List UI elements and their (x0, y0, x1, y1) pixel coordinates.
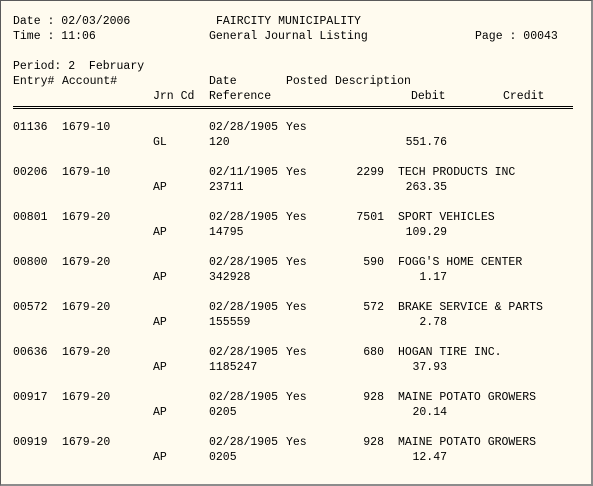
vendor-number: 7501 (356, 211, 384, 224)
entry-date: 02/28/1905 (209, 211, 279, 224)
entry-date: 02/11/1905 (209, 166, 279, 179)
header-separator (13, 106, 573, 109)
entry-number: 00572 (13, 301, 48, 314)
posted-flag: Yes (286, 436, 307, 449)
reference-number: 120 (209, 136, 230, 149)
posted-flag: Yes (286, 211, 307, 224)
report-title: General Journal Listing (209, 30, 368, 43)
reference-number: 1185247 (209, 361, 258, 374)
entry-description: BRAKE SERVICE & PARTS (398, 301, 543, 314)
posted-flag: Yes (286, 301, 307, 314)
organization-name: FAIRCITY MUNICIPALITY (216, 15, 361, 28)
col-account: Account# (62, 75, 118, 88)
debit-amount: 2.78 (419, 316, 447, 329)
posted-flag: Yes (286, 121, 307, 134)
posted-flag: Yes (286, 256, 307, 269)
page-number: Page : 00043 (475, 30, 558, 43)
reference-number: 155559 (209, 316, 251, 329)
account-number: 1679-20 (62, 301, 111, 314)
journal-code: AP (153, 271, 167, 284)
posted-flag: Yes (286, 391, 307, 404)
vendor-number: 928 (363, 436, 384, 449)
entry-description: MAINE POTATO GROWERS (398, 391, 537, 404)
entry-description: SPORT VEHICLES (398, 211, 495, 224)
entry-description: HOGAN TIRE INC. (398, 346, 502, 359)
entry-description: TECH PRODUCTS INC (398, 166, 516, 179)
entry-description: MAINE POTATO GROWERS (398, 436, 537, 449)
account-number: 1679-10 (62, 166, 111, 179)
journal-code: AP (153, 226, 167, 239)
col-credit: Credit (503, 90, 545, 103)
col-posted: Posted (286, 75, 328, 88)
reference-number: 0205 (209, 406, 237, 419)
debit-amount: 37.93 (412, 361, 447, 374)
entry-date: 02/28/1905 (209, 436, 279, 449)
account-number: 1679-20 (62, 346, 111, 359)
period-label: Period: 2 February (13, 60, 145, 73)
entry-number: 00917 (13, 391, 48, 404)
entry-number: 01136 (13, 121, 48, 134)
col-jrn-cd: Jrn Cd (153, 90, 195, 103)
reference-number: 342928 (209, 271, 251, 284)
journal-code: AP (153, 406, 167, 419)
debit-amount: 1.17 (419, 271, 447, 284)
account-number: 1679-20 (62, 256, 111, 269)
col-reference: Reference (209, 90, 272, 103)
entry-date: 02/28/1905 (209, 301, 279, 314)
journal-code: AP (153, 361, 167, 374)
entry-number: 00801 (13, 211, 48, 224)
debit-amount: 551.76 (405, 136, 447, 149)
vendor-number: 590 (363, 256, 384, 269)
journal-code: AP (153, 316, 167, 329)
debit-amount: 20.14 (412, 406, 447, 419)
journal-code: GL (153, 136, 167, 149)
debit-amount: 109.29 (405, 226, 447, 239)
entry-number: 00636 (13, 346, 48, 359)
col-debit: Debit (411, 90, 446, 103)
entry-date: 02/28/1905 (209, 256, 279, 269)
entry-date: 02/28/1905 (209, 121, 279, 134)
reference-number: 0205 (209, 451, 237, 464)
report-time: Time : 11:06 (13, 30, 96, 43)
account-number: 1679-10 (62, 121, 111, 134)
entry-description: FOGG'S HOME CENTER (398, 256, 523, 269)
vendor-number: 680 (363, 346, 384, 359)
reference-number: 14795 (209, 226, 244, 239)
posted-flag: Yes (286, 346, 307, 359)
col-entry: Entry# (13, 75, 55, 88)
account-number: 1679-20 (62, 436, 111, 449)
vendor-number: 572 (363, 301, 384, 314)
debit-amount: 12.47 (412, 451, 447, 464)
entry-number: 00800 (13, 256, 48, 269)
account-number: 1679-20 (62, 391, 111, 404)
posted-flag: Yes (286, 166, 307, 179)
entry-number: 00206 (13, 166, 48, 179)
reference-number: 23711 (209, 181, 244, 194)
col-date: Date (209, 75, 237, 88)
debit-amount: 263.35 (405, 181, 447, 194)
journal-code: AP (153, 181, 167, 194)
entry-date: 02/28/1905 (209, 391, 279, 404)
account-number: 1679-20 (62, 211, 111, 224)
vendor-number: 2299 (356, 166, 384, 179)
entry-date: 02/28/1905 (209, 346, 279, 359)
report-date: Date : 02/03/2006 (13, 15, 131, 28)
vendor-number: 928 (363, 391, 384, 404)
col-description: Description (335, 75, 411, 88)
journal-code: AP (153, 451, 167, 464)
entry-number: 00919 (13, 436, 48, 449)
